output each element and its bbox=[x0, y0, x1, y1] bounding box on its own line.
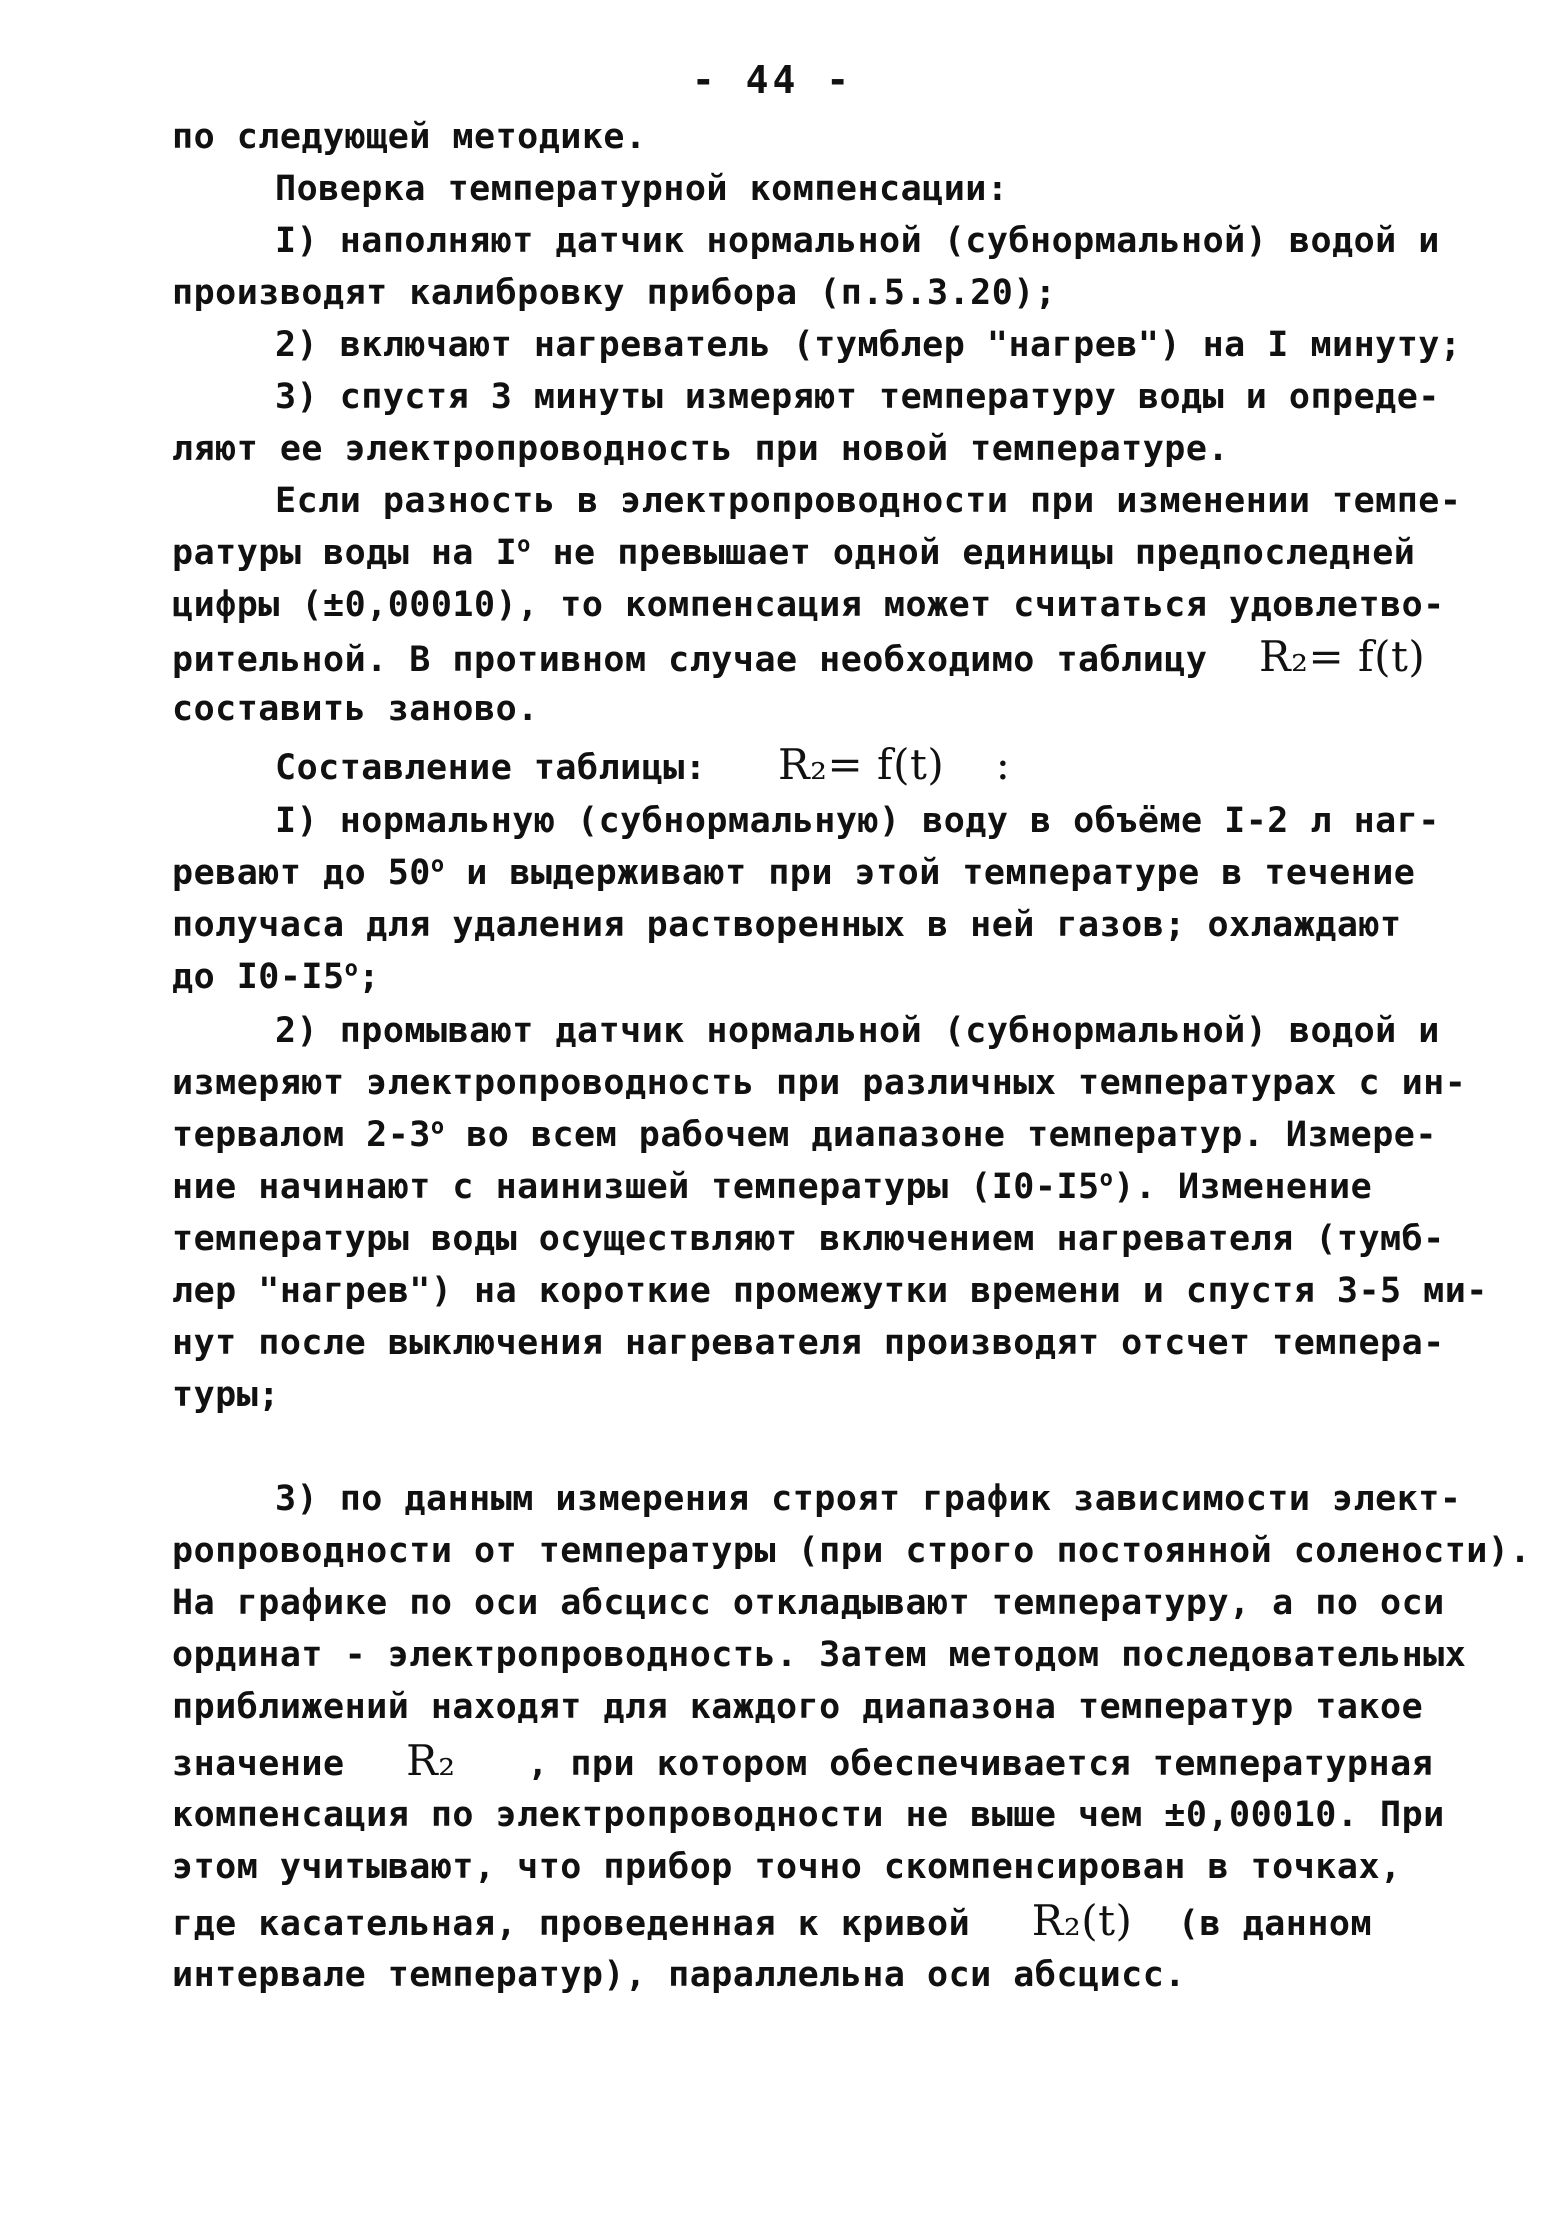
text-segment: не превышает одной единицы предпоследней bbox=[552, 533, 1416, 573]
page-number: - 44 - bbox=[691, 58, 854, 102]
degree-sign: o bbox=[344, 956, 359, 982]
text-line: Если разность в электропроводности при изменении темпе- bbox=[275, 481, 1462, 521]
text-segment: во всем рабочем диапазоне температур. Измере- bbox=[466, 1115, 1437, 1155]
text-line: ропроводности от температуры (при строго постоянной солености). bbox=[172, 1531, 1532, 1571]
text-line: 2) промывают датчик нормальной (субнормальной) водой и bbox=[275, 1011, 1440, 1051]
text-line bbox=[172, 1896, 1372, 1949]
text-line bbox=[172, 528, 1415, 578]
degree-sign: o bbox=[430, 1114, 445, 1140]
text-segment: , при котором обеспечивается температурная bbox=[527, 1744, 1434, 1784]
text-line: туры; bbox=[172, 1375, 280, 1415]
degree-sign: o bbox=[1099, 1166, 1114, 1192]
text-line: нут после выключения нагревателя производят отсчет темпера- bbox=[172, 1323, 1445, 1363]
text-segment: значение bbox=[172, 1744, 345, 1784]
text-line bbox=[172, 848, 1415, 898]
text-segment: ние начинают с наинизшей температуры (I0-I5 bbox=[172, 1167, 1100, 1207]
text-line: получаса для удаления растворенных в ней газов; охлаждают bbox=[172, 905, 1402, 945]
text-line bbox=[172, 952, 380, 1002]
text-line bbox=[172, 1736, 1433, 1789]
text-line: I) нормальную (субнормальную) воду в объёме I-2 л наг- bbox=[275, 801, 1440, 841]
text-line: компенсация по электропроводности не выше чем ±0,00010. При bbox=[172, 1795, 1445, 1835]
section-heading: Поверка температурной компенсации: bbox=[275, 169, 1009, 209]
text-line bbox=[172, 1110, 1437, 1160]
text-segment: (в данном bbox=[1177, 1904, 1373, 1944]
text-line: 3) по данным измерения строят график зависимости элект- bbox=[275, 1479, 1462, 1519]
semicolon: ; bbox=[358, 957, 380, 997]
text-line: интервале температур), параллельна оси абсцисс. bbox=[172, 1955, 1186, 1995]
text-segment: ратуры воды на I bbox=[172, 533, 518, 573]
text-line: На графике по оси абсцисс откладывают температуру, а по оси bbox=[172, 1583, 1445, 1623]
section-heading: Составление таблицы: bbox=[275, 748, 707, 788]
text-segment: до I0-I5 bbox=[172, 957, 345, 997]
text-line: лер "нагрев") на короткие промежутки времени и спустя 3-5 ми- bbox=[172, 1271, 1488, 1311]
text-segment: ). Изменение bbox=[1113, 1167, 1373, 1207]
curve-r2-t: R₂(t) bbox=[1031, 1896, 1133, 1945]
text-segment: и выдерживают при этой температуре в течение bbox=[466, 853, 1416, 893]
formula-r2-ft: R₂= f(t) bbox=[1259, 632, 1426, 681]
degree-sign: o bbox=[430, 852, 445, 878]
text-line: ординат - электропроводность. Затем методом последовательных bbox=[172, 1635, 1467, 1675]
formula-r2-ft: R₂= f(t) bbox=[778, 740, 945, 789]
text-line: составить заново. bbox=[172, 689, 539, 729]
text-line bbox=[172, 632, 1425, 685]
text-line: измеряют электропроводность при различных температурах с ин- bbox=[172, 1063, 1467, 1103]
degree-sign: o bbox=[517, 532, 531, 558]
text-line bbox=[275, 740, 1010, 793]
text-segment: тервалом 2-3 bbox=[172, 1115, 431, 1155]
text-line: по следующей методике. bbox=[172, 117, 647, 157]
colon: : bbox=[995, 740, 1011, 789]
text-line: приближений находят для каждого диапазона температур такое bbox=[172, 1687, 1424, 1727]
text-line: производят калибровку прибора (п.5.3.20); bbox=[172, 273, 1057, 313]
symbol-r2: R₂ bbox=[406, 1736, 456, 1785]
text-line bbox=[172, 1162, 1372, 1212]
text-line: этом учитывают, что прибор точно скомпенсирован в точках, bbox=[172, 1847, 1402, 1887]
text-line: цифры (±0,00010), то компенсация может считаться удовлетво- bbox=[172, 585, 1445, 625]
text-line: 3) спустя 3 минуты измеряют температуру воды и опреде- bbox=[275, 377, 1440, 417]
text-line: 2) включают нагреватель (тумблер "нагрев") на I минуту; bbox=[275, 325, 1462, 365]
text-segment: рительной. В противном случае необходимо таблицу bbox=[172, 640, 1208, 680]
text-line: ляют ее электропроводность при новой температуре. bbox=[172, 429, 1230, 469]
text-segment: где касательная, проведенная к кривой bbox=[172, 1904, 971, 1944]
text-line: температуры воды осуществляют включением нагревателя (тумб- bbox=[172, 1219, 1445, 1259]
text-line: I) наполняют датчик нормальной (субнормальной) водой и bbox=[275, 221, 1440, 261]
text-segment: ревают до 50 bbox=[172, 853, 431, 893]
